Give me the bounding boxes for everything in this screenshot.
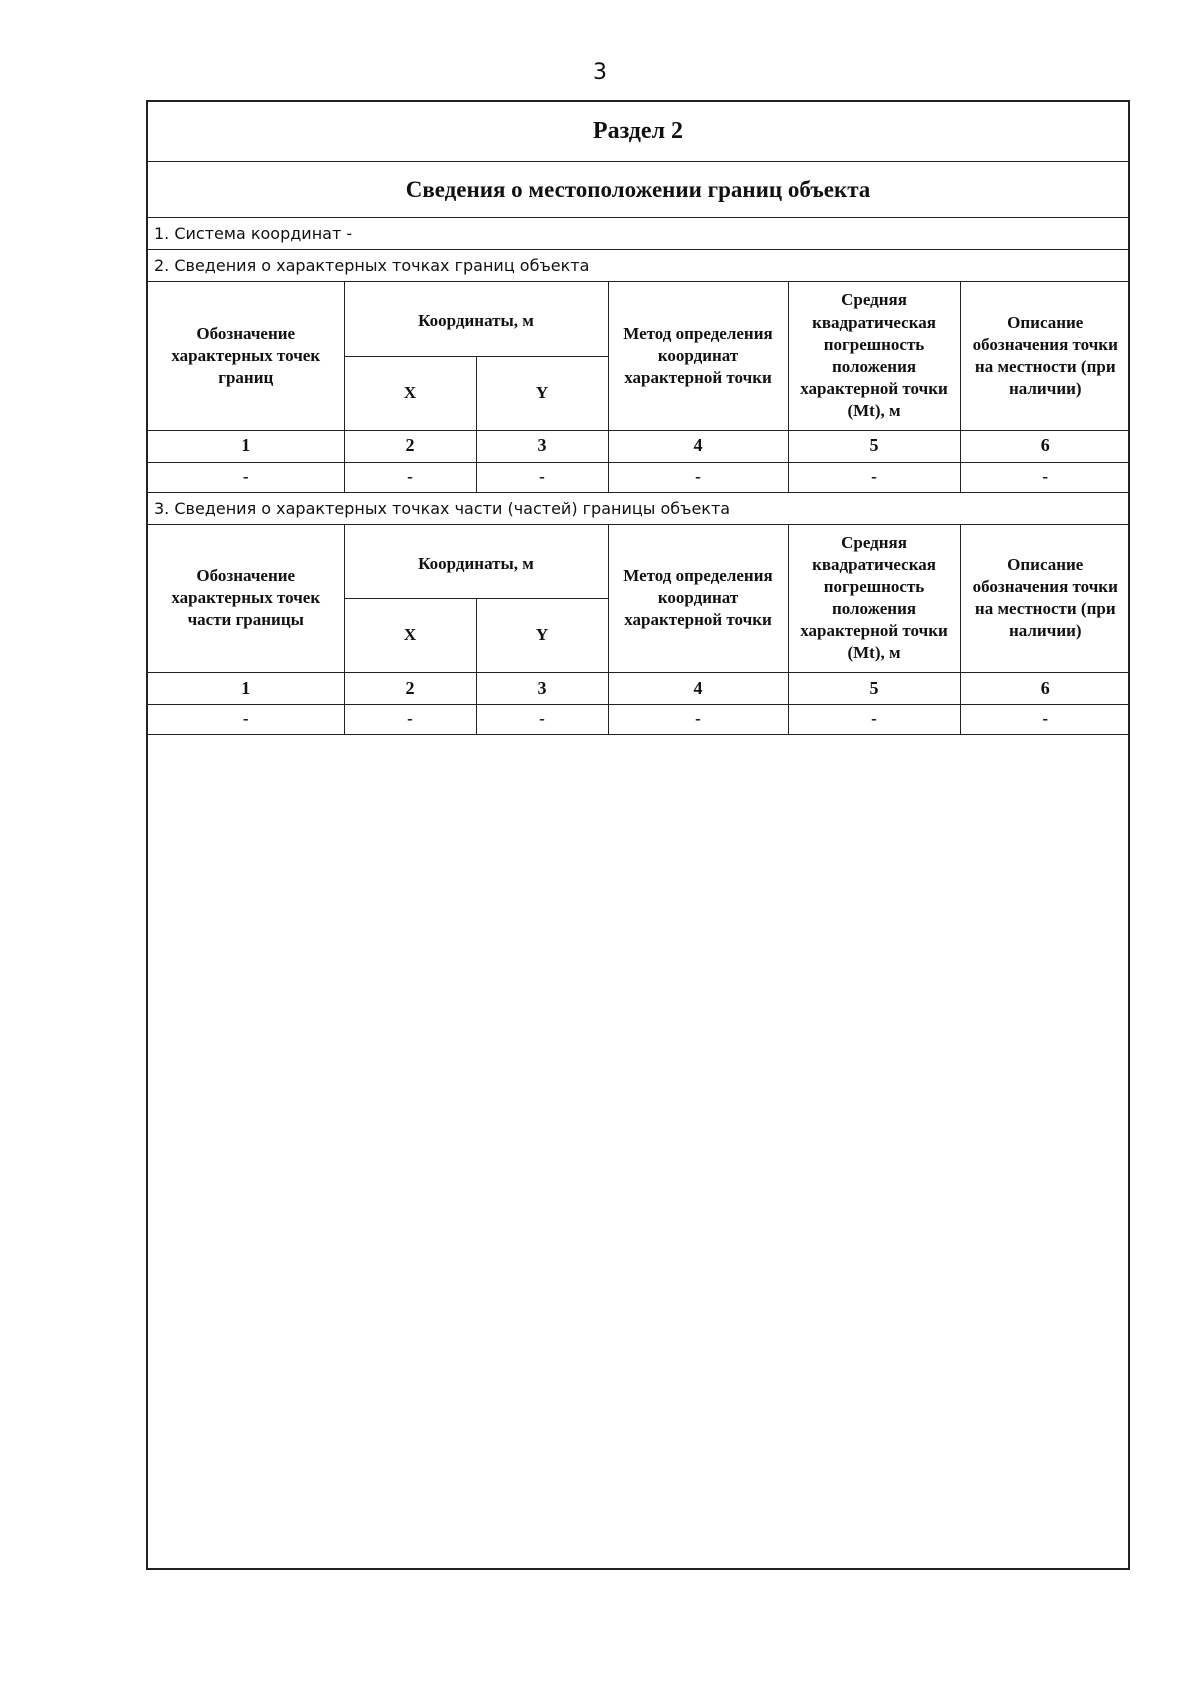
table1-caption: 2. Сведения о характерных точках границ объекта: [148, 250, 1128, 282]
header-point-designation: Обозначение характерных точек границ: [148, 282, 344, 430]
table-row: [148, 705, 1130, 735]
table-cell: -: [148, 462, 344, 492]
section-subtitle: Сведения о местоположении границ объекта: [148, 162, 1128, 218]
column-number: 5: [788, 430, 960, 462]
section-title: Раздел 2: [148, 102, 1128, 162]
table-row: [148, 462, 1130, 492]
table-cell: -: [476, 462, 608, 492]
header-x: X: [344, 599, 476, 673]
header-y: Y: [476, 599, 608, 673]
column-number: 4: [608, 430, 788, 462]
header-mean-error: Средняя квадратическая погрешность положения характерной точки (Mt), м: [788, 525, 960, 673]
table-cell: -: [344, 462, 476, 492]
column-number: 2: [344, 430, 476, 462]
table-cell: -: [476, 705, 608, 735]
column-numbers-row: [148, 673, 1130, 705]
boundary-points-table: [148, 282, 1130, 493]
column-numbers-row: [148, 430, 1130, 462]
part-boundary-points-table: [148, 525, 1130, 736]
column-number: 2: [344, 673, 476, 705]
table2-caption: 3. Сведения о характерных точках части (частей) границы объекта: [148, 493, 1128, 525]
table-cell: -: [960, 462, 1130, 492]
header-point-designation: Обозначение характерных точек части границы: [148, 525, 344, 673]
column-number: 1: [148, 430, 344, 462]
table-cell: -: [788, 705, 960, 735]
column-number: 6: [960, 673, 1130, 705]
table-cell: -: [148, 705, 344, 735]
header-method: Метод определения координат характерной точки: [608, 282, 788, 430]
header-coordinates: Координаты, м: [344, 525, 608, 599]
header-coordinates: Координаты, м: [344, 282, 608, 356]
page-number: 3: [593, 60, 607, 85]
coordinate-system: 1. Система координат -: [148, 218, 1128, 250]
table-cell: -: [788, 462, 960, 492]
header-description: Описание обозначения точки на местности (при наличии): [960, 525, 1130, 673]
header-x: X: [344, 356, 476, 430]
table-cell: -: [608, 462, 788, 492]
column-number: 5: [788, 673, 960, 705]
section-frame: [146, 100, 1130, 1570]
column-number: 3: [476, 430, 608, 462]
column-number: 1: [148, 673, 344, 705]
table-cell: -: [608, 705, 788, 735]
column-number: 4: [608, 673, 788, 705]
table-cell: -: [344, 705, 476, 735]
header-y: Y: [476, 356, 608, 430]
column-number: 3: [476, 673, 608, 705]
table-cell: -: [960, 705, 1130, 735]
header-description: Описание обозначения точки на местности (при наличии): [960, 282, 1130, 430]
header-method: Метод определения координат характерной точки: [608, 525, 788, 673]
header-mean-error: Средняя квадратическая погрешность положения характерной точки (Mt), м: [788, 282, 960, 430]
column-number: 6: [960, 430, 1130, 462]
